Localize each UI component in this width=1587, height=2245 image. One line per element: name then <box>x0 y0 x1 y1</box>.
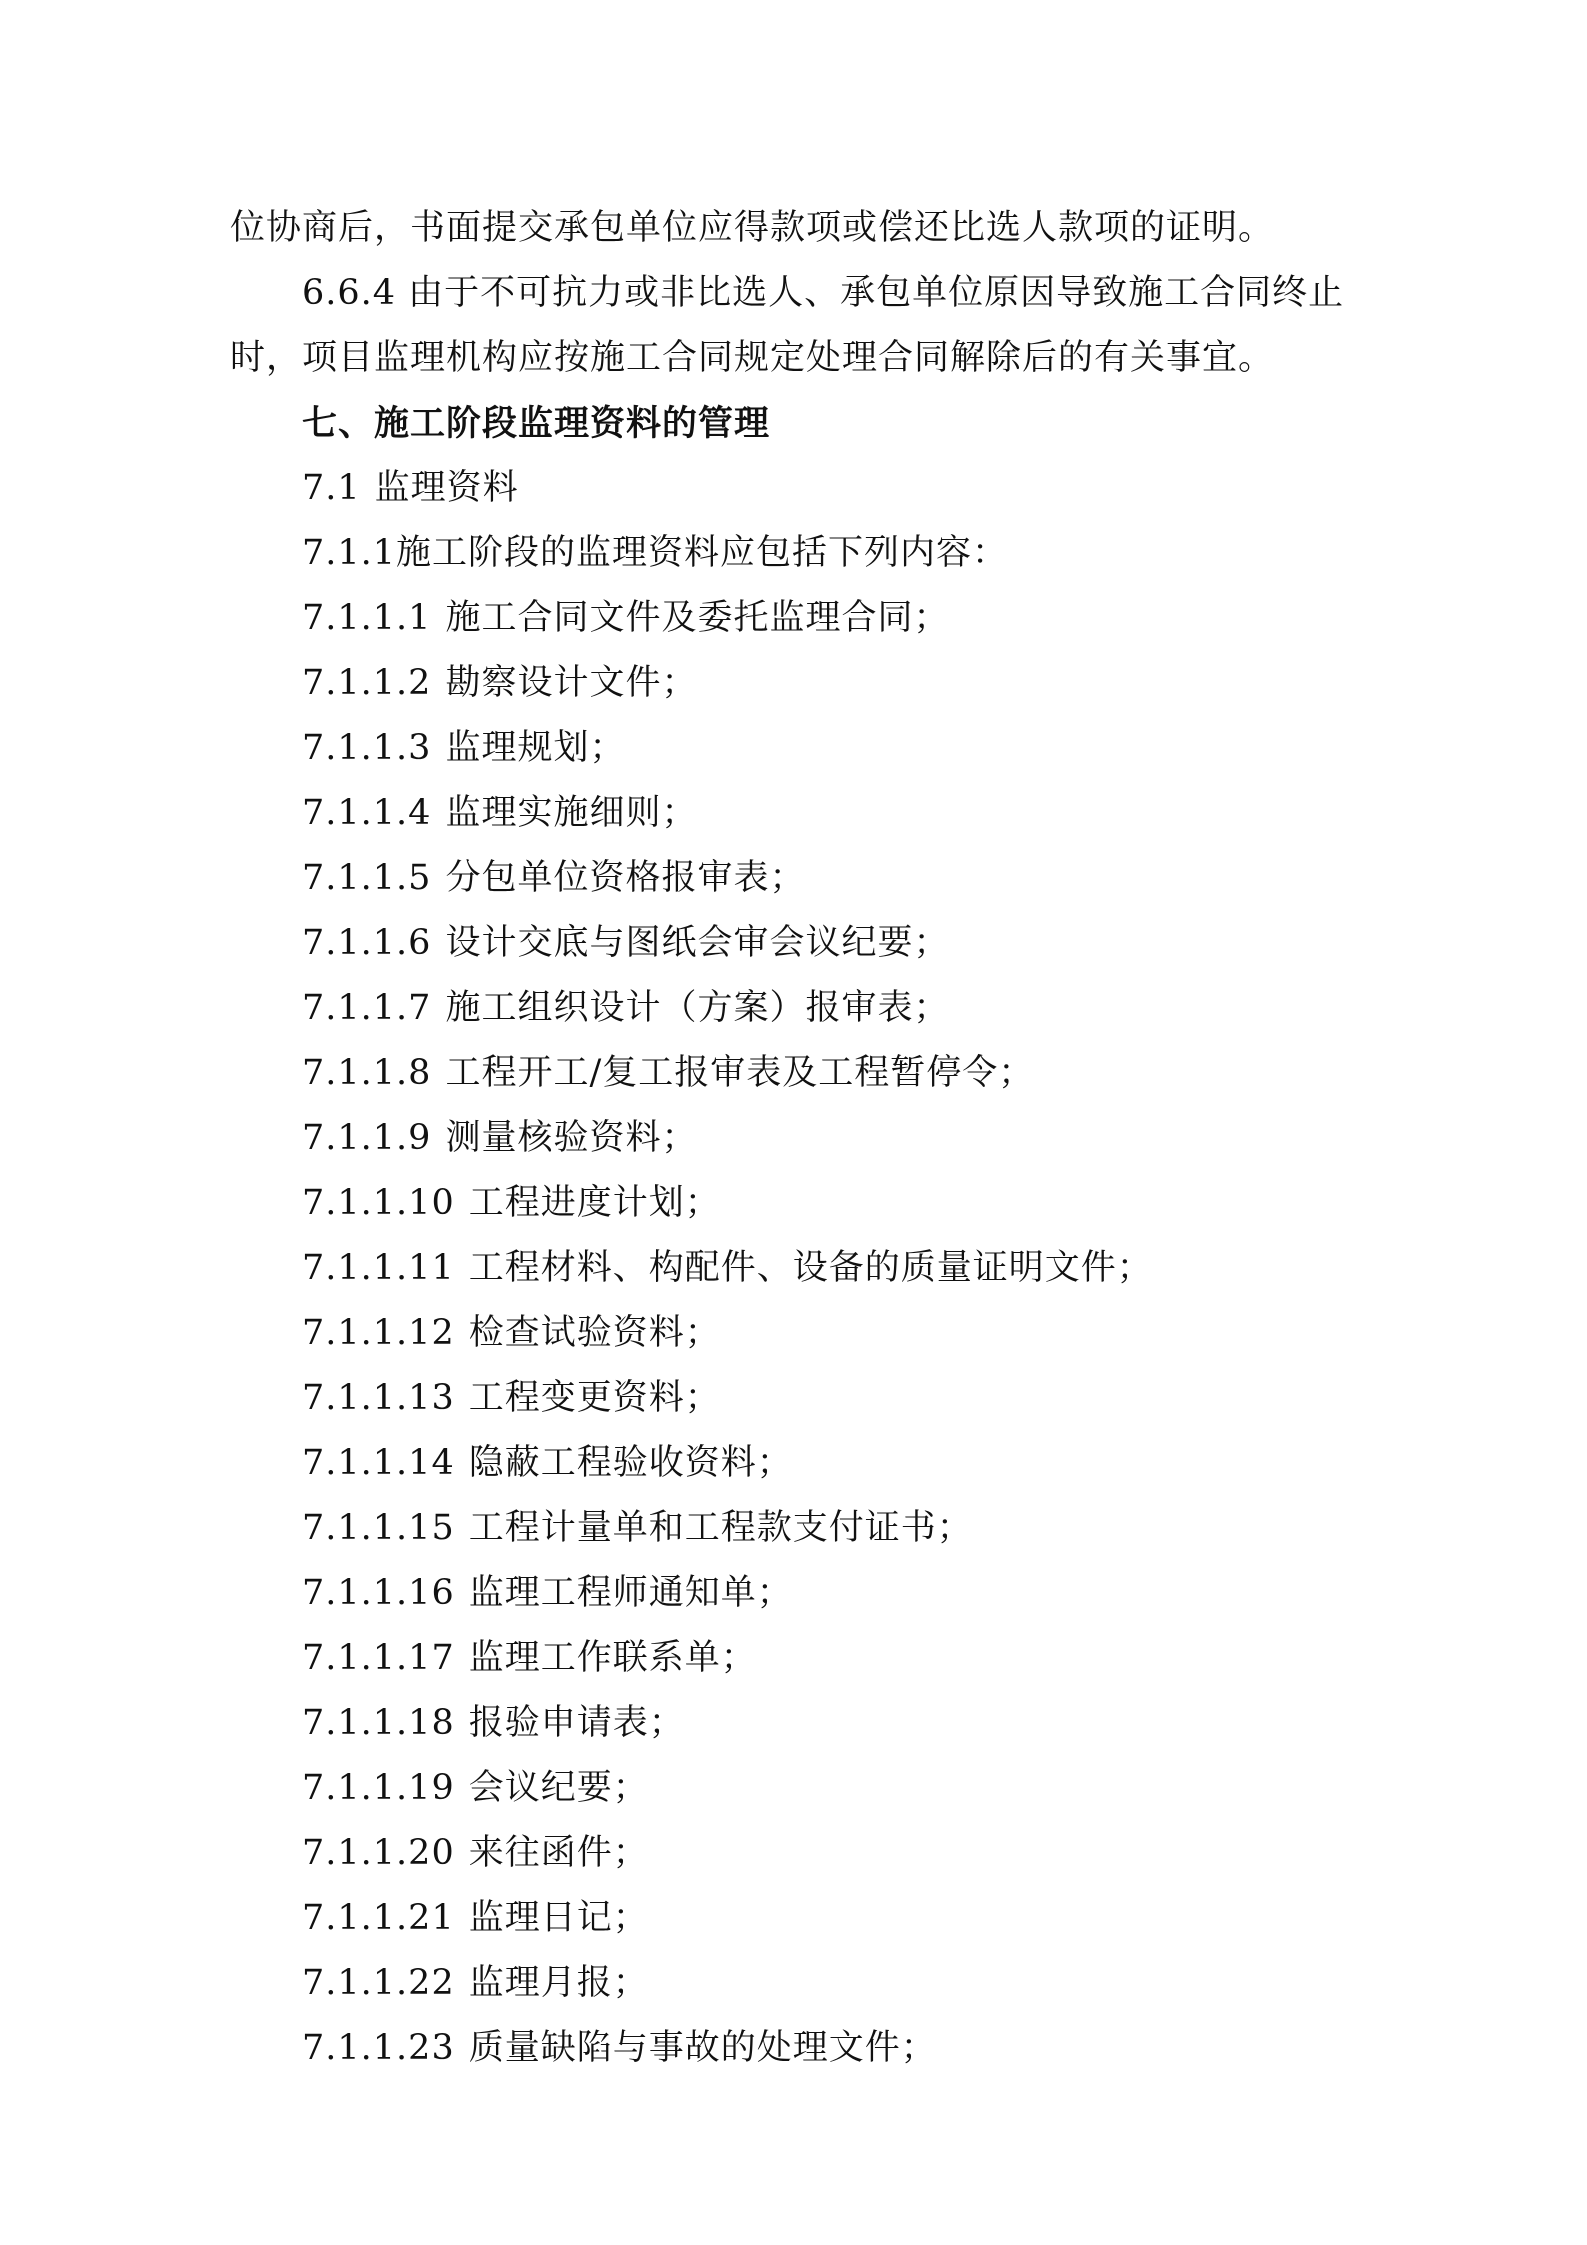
list-item <box>230 1561 1400 1626</box>
list-item-text: 分包单位资格报审表； <box>445 858 806 898</box>
list-item <box>230 846 1400 911</box>
list-item-text: 施工合同文件及委托监理合同； <box>445 598 950 638</box>
list-item-number: 7.1.1.13 <box>302 1378 455 1418</box>
subsection-title: 监理资料 <box>374 468 519 508</box>
list-item-text: 检查试验资料； <box>468 1313 721 1353</box>
list-item-text: 勘察设计文件； <box>445 663 698 703</box>
list-item-text: 设计交底与图纸会审会议纪要； <box>445 923 950 963</box>
section-heading: 七、施工阶段监理资料的管理 <box>302 403 771 444</box>
list-item-number: 7.1.1.22 <box>302 1963 455 2003</box>
list-item <box>230 1171 1400 1236</box>
list-item-number: 7.1.1.16 <box>302 1573 455 1613</box>
list-item <box>230 1041 1400 1106</box>
list-item-text: 监理工作联系单； <box>468 1638 757 1678</box>
list-item-number: 7.1.1.8 <box>302 1053 432 1093</box>
list-item-number: 7.1.1.7 <box>302 988 432 1028</box>
list-item-text: 工程材料、构配件、设备的质量证明文件； <box>468 1248 1153 1288</box>
list-item <box>230 2016 1400 2081</box>
list-item-text: 工程计量单和工程款支付证书； <box>468 1508 973 1548</box>
list-item-number: 7.1.1.15 <box>302 1508 455 1548</box>
list-item-number: 7.1.1.1 <box>302 598 432 638</box>
list-item <box>230 1886 1400 1951</box>
list-item <box>230 1106 1400 1171</box>
list-item <box>230 1236 1400 1301</box>
list-item-number: 7.1.1.20 <box>302 1833 455 1873</box>
list-item <box>230 1691 1400 1756</box>
list-item <box>230 651 1400 716</box>
list-item-number: 7.1.1.17 <box>302 1638 455 1678</box>
list-item-number: 7.1.1.9 <box>302 1118 432 1158</box>
list-item <box>230 1951 1400 2016</box>
list-item-number: 7.1.1.14 <box>302 1443 455 1483</box>
list-item <box>230 1821 1400 1886</box>
list-intro: 7.1.1施工阶段的监理资料应包括下列内容： <box>302 533 1009 573</box>
list-item <box>230 1431 1400 1496</box>
list-item-number: 7.1.1.19 <box>302 1768 455 1808</box>
paragraph-line: 时，项目监理机构应按施工合同规定处理合同解除后的有关事宜。 <box>230 338 1275 378</box>
list-item <box>230 716 1400 781</box>
list-item-number: 7.1.1.5 <box>302 858 432 898</box>
list-item-number: 7.1.1.21 <box>302 1898 455 1938</box>
list-item <box>230 1756 1400 1821</box>
list-item-text: 施工组织设计（方案）报审表； <box>445 988 950 1028</box>
list-item-text: 工程变更资料； <box>468 1378 721 1418</box>
paragraph-line: 位协商后，书面提交承包单位应得款项或偿还比选人款项的证明。 <box>230 208 1275 248</box>
subsection-number: 7.1 <box>302 468 361 508</box>
list-item-number: 7.1.1.11 <box>302 1248 455 1288</box>
list-item-text: 质量缺陷与事故的处理文件； <box>468 2028 937 2068</box>
list-item <box>230 586 1400 651</box>
list-item-number: 7.1.1.18 <box>302 1703 455 1743</box>
list-item-text: 测量核验资料； <box>445 1118 698 1158</box>
document-body <box>230 196 1400 2081</box>
list-item <box>230 1301 1400 1366</box>
item-list <box>230 586 1400 2081</box>
list-item <box>230 781 1400 846</box>
list-item-number: 7.1.1.10 <box>302 1183 455 1223</box>
list-item-text: 工程开工/复工报审表及工程暂停令； <box>445 1053 1035 1093</box>
list-item-number: 7.1.1.12 <box>302 1313 455 1353</box>
list-item-text: 监理工程师通知单； <box>468 1573 793 1613</box>
list-item-number: 7.1.1.4 <box>302 793 432 833</box>
list-item <box>230 1366 1400 1431</box>
list-item-number: 7.1.1.3 <box>302 728 432 768</box>
list-item-text: 监理日记； <box>468 1898 649 1938</box>
list-item <box>230 976 1400 1041</box>
list-item <box>230 1496 1400 1561</box>
paragraph-line: 6.6.4 由于不可抗力或非比选人、承包单位原因导致施工合同终止 <box>302 273 1345 313</box>
list-item-text: 来往函件； <box>468 1833 649 1873</box>
list-item-text: 隐蔽工程验收资料； <box>468 1443 793 1483</box>
list-item-text: 报验申请表； <box>468 1703 685 1743</box>
list-item-number: 7.1.1.6 <box>302 923 432 963</box>
list-item-number: 7.1.1.2 <box>302 663 432 703</box>
list-item-number: 7.1.1.23 <box>302 2028 455 2068</box>
list-item <box>230 911 1400 976</box>
subsection-heading <box>230 456 1400 521</box>
list-item-text: 会议纪要； <box>468 1768 649 1808</box>
list-item <box>230 1626 1400 1691</box>
list-item-text: 监理月报； <box>468 1963 649 2003</box>
list-item-text: 监理规划； <box>445 728 626 768</box>
list-item-text: 监理实施细则； <box>445 793 698 833</box>
list-item-text: 工程进度计划； <box>468 1183 721 1223</box>
